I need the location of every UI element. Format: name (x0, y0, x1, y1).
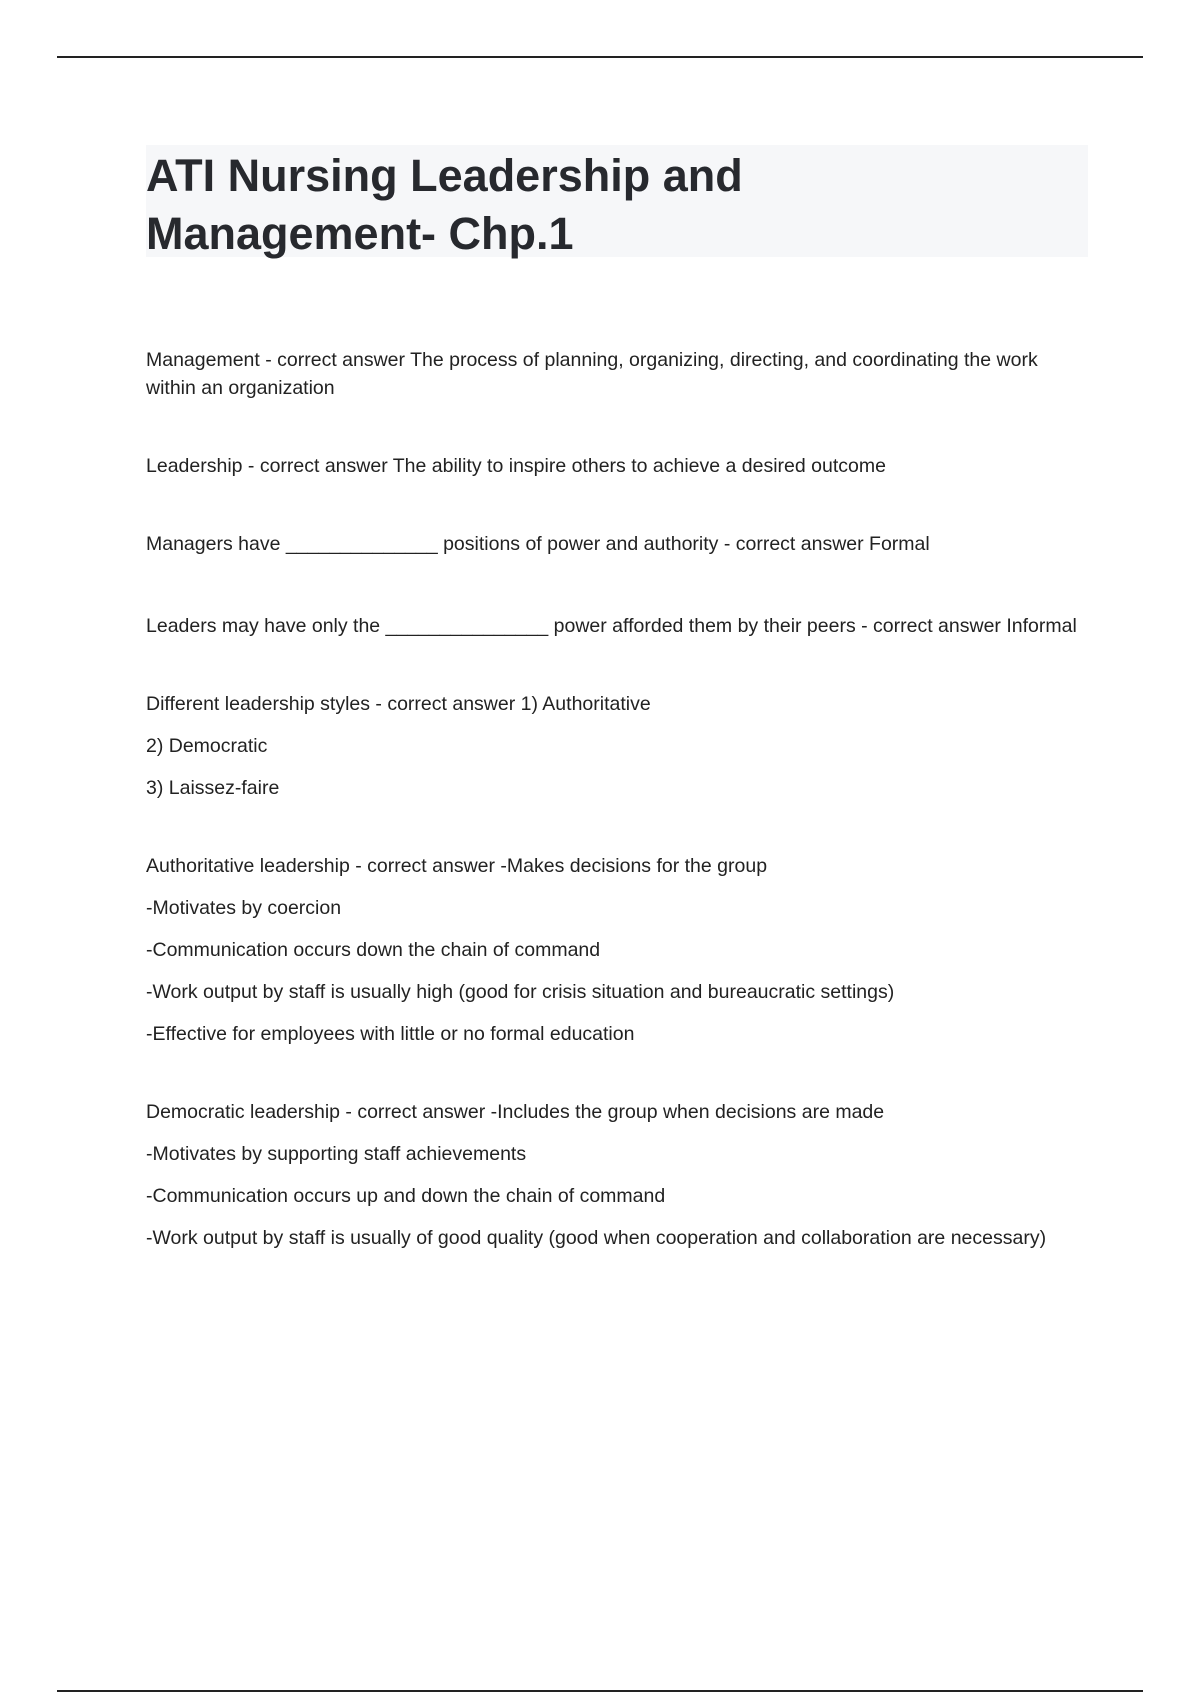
flashcard-line: Democratic leadership - correct answer -Includes the group when decisions are made (146, 1101, 885, 1123)
flashcard-line: Leaders may have only the _______________ power afforded them by their peers - correct answer Informal (146, 615, 1077, 637)
flashcard-line: -Work output by staff is usually of good quality (good when cooperation and collaboration are necessary) (146, 1227, 1047, 1249)
flashcard-authoritative-leadership (146, 852, 1091, 1048)
title-block (146, 145, 1088, 257)
flashcard-line: -Communication occurs down the chain of command (146, 939, 601, 961)
top-divider (57, 56, 1143, 58)
flashcard-line: Managers have ______________ positions of power and authority - correct answer Formal (146, 533, 930, 555)
flashcard-managers-power (146, 530, 1091, 558)
flashcard-line: -Motivates by supporting staff achievements (146, 1143, 527, 1165)
flashcard-leaders-power (146, 612, 1091, 640)
flashcard-line: Authoritative leadership - correct answer -Makes decisions for the group (146, 855, 768, 877)
flashcard-line: -Motivates by coercion (146, 897, 342, 919)
flashcard-management (146, 346, 1091, 402)
flashcard-line: 2) Democratic (146, 735, 268, 757)
flashcard-leadership (146, 452, 1091, 480)
flashcard-line: -Work output by staff is usually high (good for crisis situation and bureaucratic settings) (146, 981, 895, 1003)
flashcard-line: -Effective for employees with little or no formal education (146, 1023, 635, 1045)
flashcard-line: 3) Laissez-faire (146, 777, 280, 799)
document-title-line-2: Management- Chp.1 (146, 208, 574, 259)
bottom-divider (57, 1690, 1143, 1692)
flashcard-democratic-leadership (146, 1098, 1091, 1252)
flashcard-line: Different leadership styles - correct answer 1) Authoritative (146, 693, 651, 715)
flashcard-list (146, 346, 1091, 1302)
document-title (146, 147, 1088, 263)
document-title-line-1: ATI Nursing Leadership and (146, 150, 743, 201)
flashcard-leadership-styles (146, 690, 1091, 802)
flashcard-line: -Communication occurs up and down the chain of command (146, 1185, 666, 1207)
flashcard-line: Management - correct answer The process of planning, organizing, directing, and coordinating the work within an organization (146, 349, 1038, 399)
flashcard-line: Leadership - correct answer The ability to inspire others to achieve a desired outcome (146, 455, 886, 477)
